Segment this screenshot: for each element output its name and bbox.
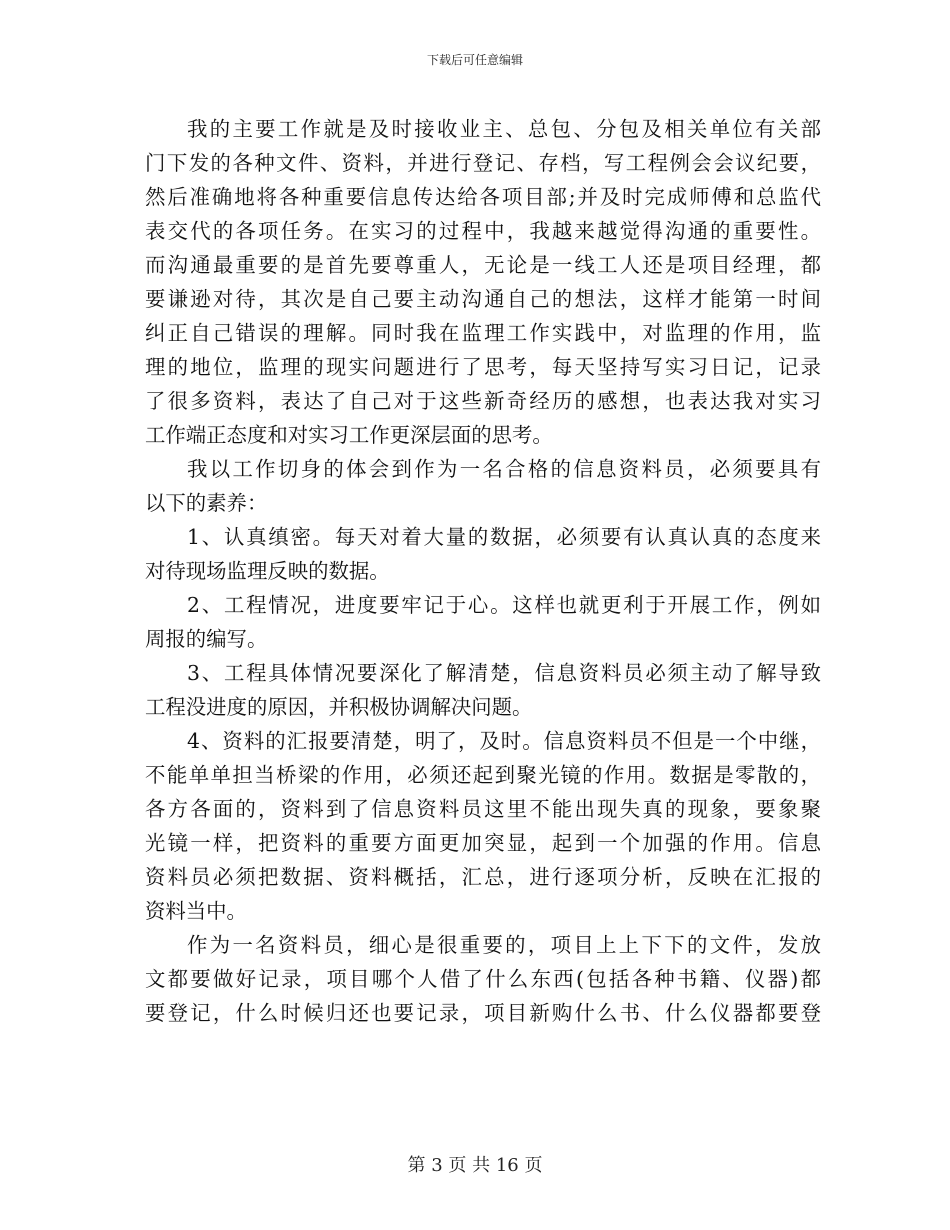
text-line: 要谦逊对待，其次是自己要主动沟通自己的想法，这样才能第一时间: [145, 287, 821, 311]
text-line: 不能单单担当桥梁的作用，必须还起到聚光镜的作用。数据是零散的，: [145, 763, 821, 787]
text-line: 我以工作切身的体会到作为一名合格的信息资料员，必须要具有: [187, 457, 821, 481]
text-line: 资料当中。: [145, 899, 247, 923]
text-line: 表交代的各项任务。在实习的过程中，我越来越觉得沟通的重要性。: [145, 219, 821, 243]
text-line: 要登记，什么时候归还也要记录，项目新购什么书、什么仪器都要登: [145, 1001, 821, 1025]
text-line: 周报的编写。: [145, 627, 268, 651]
text-line: 4、资料的汇报要清楚，明了，及时。信息资料员不但是一个中继，: [187, 729, 821, 753]
page-header: 下载后可任意编辑: [426, 53, 523, 67]
text-line: 以下的素养：: [145, 491, 268, 515]
text-line: 工程没进度的原因，并积极协调解决问题。: [145, 695, 533, 719]
text-line: 了很多资料，表达了自己对于这些新奇经历的感想，也表达我对实习: [145, 389, 821, 413]
text-line: 然后准确地将各种重要信息传达给各项目部;并及时完成师傅和总监代: [145, 185, 821, 209]
text-line: 光镜一样，把资料的重要方面更加突显，起到一个加强的作用。信息: [145, 831, 821, 855]
text-line: 门下发的各种文件、资料，并进行登记、存档，写工程例会会议纪要，: [145, 151, 821, 175]
text-line: 我的主要工作就是及时接收业主、总包、分包及相关单位有关部: [187, 117, 821, 141]
text-line: 1、认真缜密。每天对着大量的数据，必须要有认真认真的态度来: [187, 525, 821, 549]
text-line: 资料员必须把数据、资料概括，汇总，进行逐项分析，反映在汇报的: [145, 865, 821, 889]
text-line: 理的地位，监理的现实问题进行了思考，每天坚持写实习日记，记录: [145, 355, 821, 379]
text-line: 纠正自己错误的理解。同时我在监理工作实践中，对监理的作用，监: [145, 321, 821, 345]
text-line: 各方各面的，资料到了信息资料员这里不能出现失真的现象，要象聚: [145, 797, 821, 821]
text-line: 文都要做好记录，项目哪个人借了什么东西(包括各种书籍、仪器)都: [145, 967, 821, 991]
document-body: [145, 112, 821, 1030]
text-line: 3、工程具体情况要深化了解清楚，信息资料员必须主动了解导致: [187, 661, 821, 685]
text-line: 工作端正态度和对实习工作更深层面的思考。: [145, 423, 553, 447]
text-line: 2、工程情况，进度要牢记于心。这样也就更利于开展工作，例如: [187, 593, 821, 617]
text-line: 作为一名资料员，细心是很重要的，项目上上下下的文件，发放: [187, 933, 821, 957]
text-line: 而沟通最重要的是首先要尊重人，无论是一线工人还是项目经理，都: [145, 253, 821, 277]
page-number: 第 3 页 共 16 页: [407, 1155, 543, 1176]
text-line: 对待现场监理反映的数据。: [145, 559, 390, 583]
